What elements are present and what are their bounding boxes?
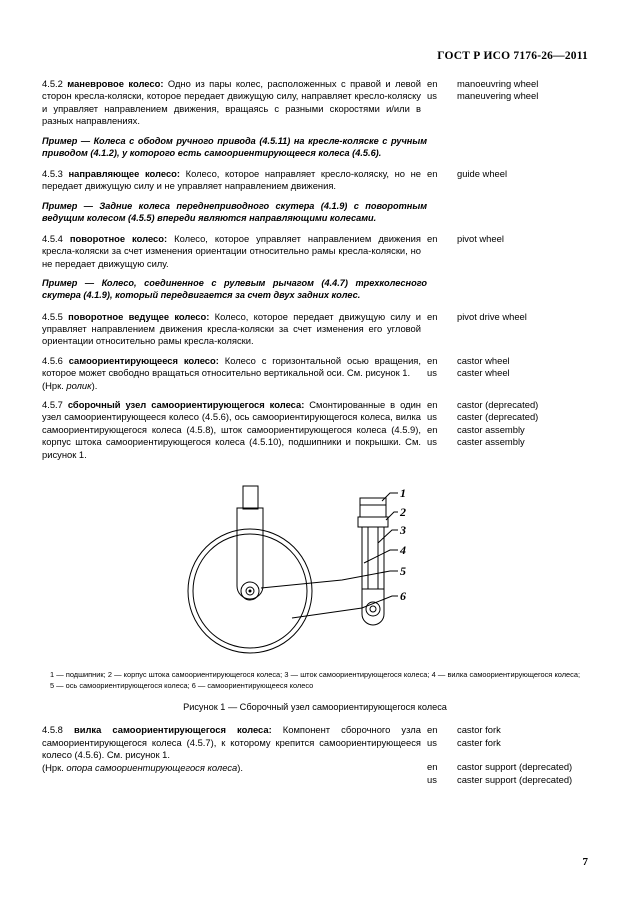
translation-row — [427, 411, 588, 423]
translation-column — [427, 168, 588, 193]
translation-term: caster wheel — [457, 367, 510, 379]
figure-callout-2: 2 — [400, 504, 406, 519]
translation-row — [427, 399, 588, 411]
definition-entry — [42, 78, 588, 128]
translation-lang: en — [427, 167, 438, 179]
translation-row — [427, 737, 588, 749]
right-wheel-axle — [370, 606, 376, 612]
figure-callout-4: 4 — [400, 542, 406, 557]
definition-body: Компонент сборочного узла самоориентирующегося колеса (4.5.7), к которому крепится самоориентирующееся колесо (4.5.6). См. рисунок 1. — [42, 724, 421, 761]
clause-number: 4.5.5 — [42, 310, 63, 322]
clause-number: 4.5.4 — [42, 233, 63, 244]
definition-body: Колесо, которое направляет кресло-коляску, но не передает движущую силу и не управляет направлением движения. — [42, 167, 421, 192]
term-label: направляющее колесо: — [68, 167, 181, 179]
translation-term: castor assembly — [457, 423, 525, 435]
definition-text — [42, 78, 427, 128]
translation-row — [427, 233, 588, 245]
term-label: самоориентирующееся колесо: — [68, 354, 219, 366]
definition-body: Колесо, которое передает движущую силу и управляет направлением движения кресла-коляски за счет изменения его угловой ориентации относительно рамы кресла-коляски. — [42, 310, 422, 347]
example-note: Пример — Колеса с ободом ручного привода (4.5.11) на кресле-коляске с ручным приводом (4.1.2), у которого есть самоориентирующееся колеса (4.5.6). — [42, 135, 427, 158]
figure-legend: 1 — подшипник; 2 — корпус штока самоориентирующегося колеса; 3 — шток самоориентирующегося колеса; 4 — вилка самоориентирующегося колеса; 5 — ось самоориентирующегося колеса; 6 — самоориентирующееся колесо — [50, 669, 580, 690]
definition-text — [42, 168, 427, 193]
translation-term: castor wheel — [457, 354, 510, 366]
definition-entry — [42, 233, 588, 270]
translation-term: castor fork — [457, 724, 501, 736]
deprecated-note: (Нрк. ролик). — [42, 379, 98, 391]
deprecated-term: ролик — [66, 379, 92, 391]
translation-row — [427, 761, 588, 773]
translation-term: maneuvering wheel — [457, 90, 539, 102]
translation-lang: us — [427, 367, 437, 379]
definition-text — [42, 233, 427, 270]
translation-row — [427, 90, 588, 102]
example-note: Пример — Колесо, соединенное с рулевым рычагом (4.4.7) трехколесного скутера (4.1.9), который передвигается за счет двух задних колес. — [42, 278, 427, 301]
clause-number: 4.5.2 — [42, 78, 63, 89]
term-label: поворотное колесо: — [69, 233, 168, 244]
page-header: ГОСТ Р ИСО 7176-26—2011 — [437, 50, 588, 62]
translation-row — [427, 424, 588, 436]
translation-term: caster assembly — [457, 436, 525, 448]
clause-number: 4.5.7 — [42, 398, 63, 410]
term-label: вилка самоориентирующегося колеса: — [73, 724, 272, 736]
translation-term: castor (deprecated) — [457, 398, 539, 410]
definition-body: Колесо с горизонтальной осью вращения, которое может свободно вращаться относительно вертикальной оси. См. рисунок 1. — [42, 354, 421, 379]
translation-term: guide wheel — [457, 167, 508, 179]
translation-row — [427, 436, 588, 448]
translation-lang: us — [427, 411, 437, 423]
figure-callout-5: 5 — [400, 563, 406, 578]
term-label: сборочный узел самоориентирующегося колеса: — [67, 398, 305, 410]
translation-lang: en — [427, 398, 438, 410]
translation-term: caster fork — [457, 736, 501, 748]
deprecated-note: (Нрк. опора самоориентирующегося колеса). — [42, 761, 243, 773]
translation-column — [427, 355, 588, 392]
housing-cap — [358, 517, 388, 527]
translation-row — [427, 355, 588, 367]
translation-lang: us — [427, 436, 437, 448]
translation-row — [427, 367, 588, 379]
translation-column — [427, 78, 588, 128]
translation-lang: en — [427, 761, 438, 773]
page-number: 7 — [582, 856, 588, 868]
definition-text — [42, 724, 427, 786]
leader-4 — [364, 550, 398, 563]
translation-lang: us — [427, 736, 437, 748]
castor-assembly-drawing — [42, 468, 588, 668]
leader-1 — [382, 493, 398, 501]
leader-2 — [386, 512, 398, 520]
leader-6 — [292, 596, 398, 618]
definition-entry — [42, 355, 588, 392]
translation-lang: us — [427, 773, 437, 785]
figure-caption: Рисунок 1 — Сборочный узел самоориентирующегося колеса — [183, 702, 447, 713]
translation-lang: en — [427, 354, 438, 366]
definition-body: Смонтированные в один узел самоориентирующееся колесо (4.5.6), ось самоориентирующегося колеса, вилка самоориентирующегося колеса (4.5.8), шток самоориентирующегося колеса (4.5.9), корпус штока самоориентирующегося колеса (4.5.10), подшипники и покрышки. См. рисунок 1. — [42, 398, 421, 460]
clause-number: 4.5.3 — [42, 167, 63, 179]
figure-callout-1: 1 — [400, 485, 406, 500]
example-note: Пример — Задние колеса переднеприводного скутера (4.1.9) с поворотным ведущим колесом (4.5.5) впереди являются направляющими колесами. — [42, 200, 427, 223]
figure-callout-6: 6 — [400, 588, 406, 603]
deprecated-term: опора самоориентирующегося колеса — [66, 761, 238, 773]
clause-number: 4.5.8 — [42, 724, 63, 736]
translation-lang: en — [427, 78, 438, 89]
clause-number: 4.5.6 — [42, 354, 63, 366]
figure-1 — [42, 468, 588, 668]
term-label: поворотное ведущее колесо: — [68, 310, 210, 322]
definition-entry — [42, 168, 588, 193]
translation-term: castor support (deprecated) — [457, 761, 573, 773]
bearing-part — [360, 505, 386, 517]
bearing-top — [360, 498, 386, 505]
definition-entry — [42, 399, 588, 461]
translation-column — [427, 233, 588, 270]
definition-text — [42, 311, 427, 348]
stem-shaft — [243, 486, 258, 509]
translation-column — [427, 399, 588, 461]
translation-lang: us — [427, 90, 437, 102]
translation-row — [427, 774, 588, 786]
translation-row — [427, 724, 588, 736]
definition-body: Колесо, которое управляет направлением движения кресла-коляски за счет изменения ориентации относительно рамы кресла-коляски, но не передает движущую силу. — [42, 233, 421, 269]
translation-row — [427, 311, 588, 323]
translation-lang: en — [427, 423, 438, 435]
translation-term: caster support (deprecated) — [457, 773, 573, 785]
document-body — [42, 78, 588, 793]
definition-entry — [42, 724, 588, 786]
figure-callout-3: 3 — [400, 522, 406, 537]
translation-column — [427, 311, 588, 348]
definition-entry — [42, 311, 588, 348]
definition-text — [42, 399, 427, 461]
fork-arms — [237, 534, 263, 586]
leader-5 — [261, 571, 398, 588]
translation-column — [427, 724, 588, 786]
leader-3 — [378, 530, 398, 543]
definition-text — [42, 355, 427, 392]
translation-lang: en — [427, 724, 438, 736]
term-label: маневровое колесо: — [67, 78, 164, 89]
translation-term: caster (deprecated) — [457, 411, 539, 423]
definition-body: Одно из пары колес, расположенных с правой и левой сторон кресла-коляски, которое передает движущую силу, направляет кресло-коляску и управляет направлением движения, вращаясь с разными скоростями и/или в разных направлениях. — [42, 78, 421, 127]
translation-lang: en — [427, 233, 438, 244]
translation-lang: en — [427, 310, 438, 322]
translation-row — [427, 78, 588, 90]
translation-term: manoeuvring wheel — [457, 78, 539, 89]
translation-term: pivot wheel — [457, 233, 504, 244]
translation-term: pivot drive wheel — [457, 310, 527, 322]
translation-row — [427, 168, 588, 180]
